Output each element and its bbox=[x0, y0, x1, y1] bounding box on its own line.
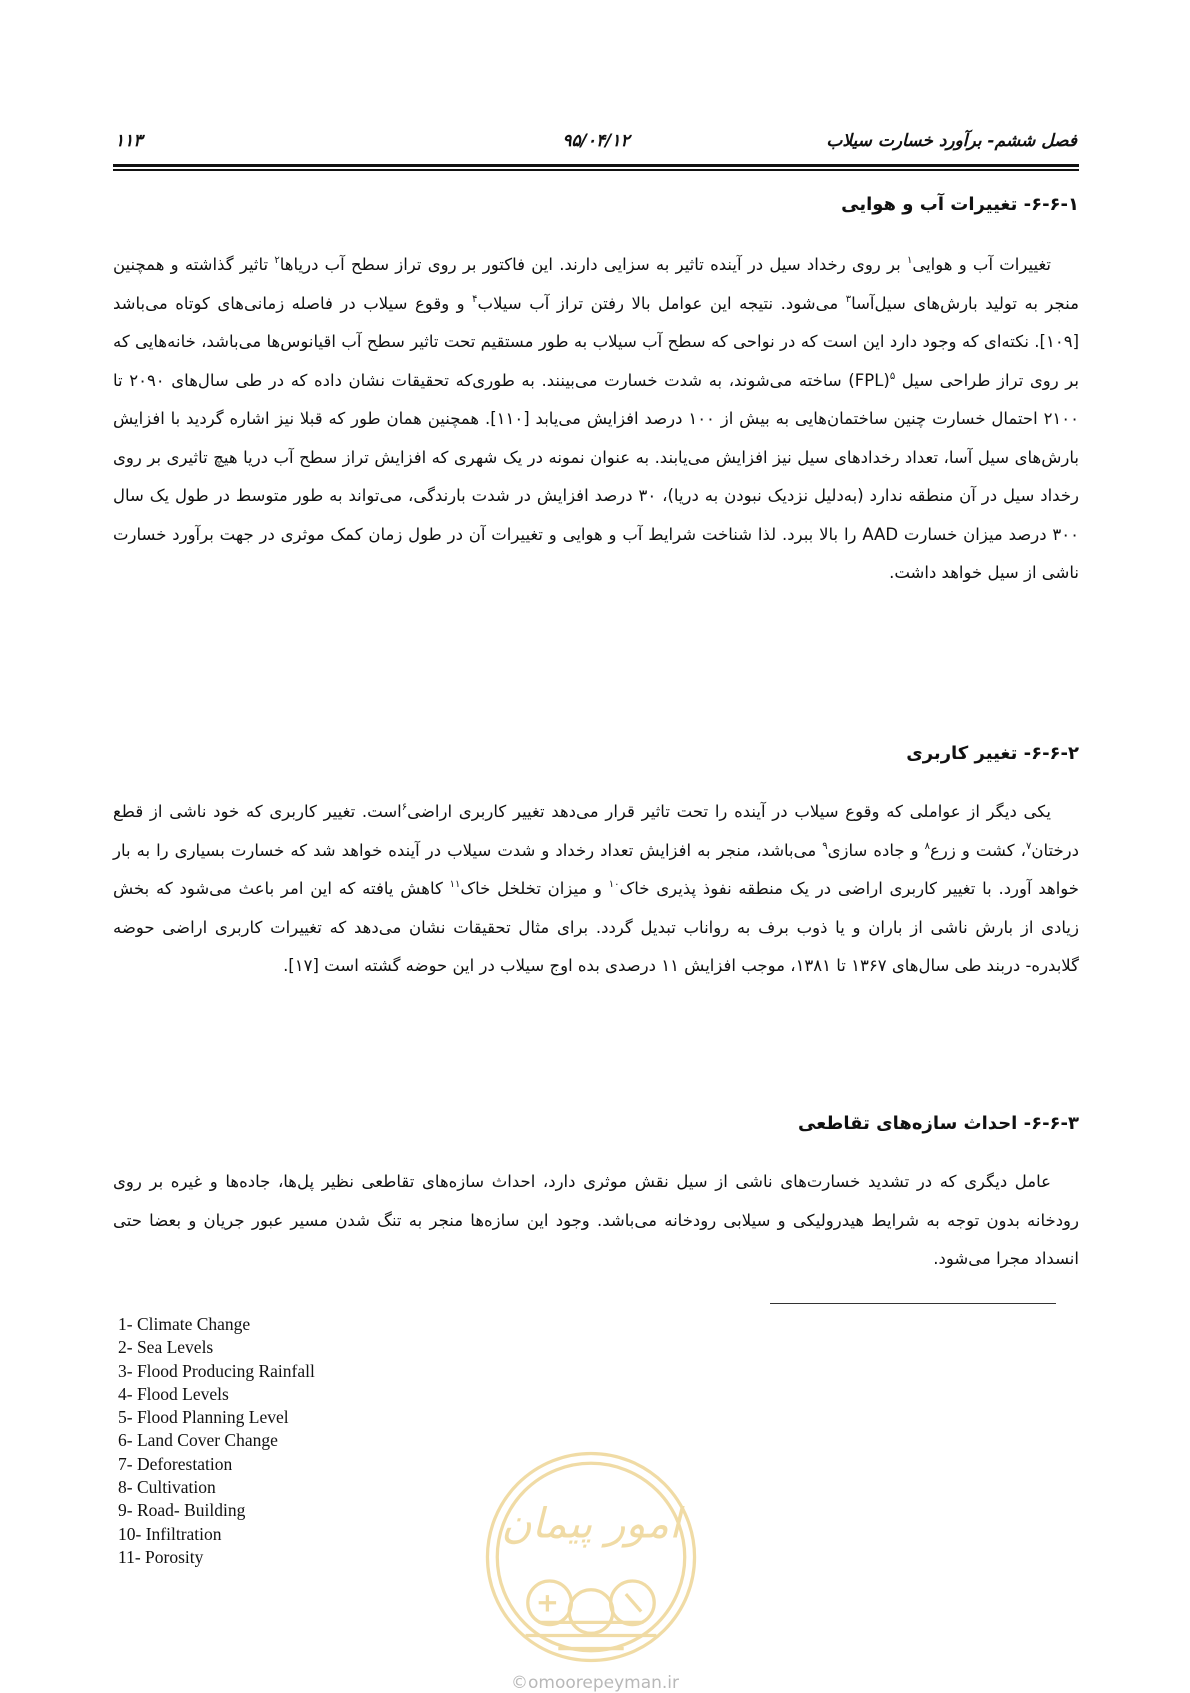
text-run: ، کشت و زرع bbox=[930, 840, 1026, 860]
footnote-item: 1- Climate Change bbox=[118, 1314, 251, 1334]
header-thin-rule bbox=[113, 169, 1079, 171]
footnote-ref: ۳ bbox=[845, 293, 852, 305]
footnote-ref: ۴ bbox=[472, 293, 478, 305]
footnote-item: 6- Land Cover Change bbox=[118, 1430, 278, 1451]
watermark-site-text: omoorepeyman.ir bbox=[527, 1673, 680, 1693]
chapter-title: فصل ششم- برآورد خسارت سیلاب bbox=[826, 131, 1077, 151]
footnote-ref: ۱۱ bbox=[449, 879, 461, 890]
text-run: کاهش یافته که این امر باعث می‌شود که بخش زیادی از بارش ناشی از باران و یا ذوب برف به رواناب تبدیل گردد. برای مثال تحقیقات نشان می‌دهد که تغییرات کاربری اراضی حوضه گلابدره- دربند طی سال‌های ۱۳۶۷ تا ۱۳۸۱، موجب افزایش ۱۱ درصدی بده اوج سیلاب در این حوضه گشته است [۱۷]. bbox=[113, 879, 1079, 975]
footnote-ref: ۱۰ bbox=[608, 879, 620, 890]
section-paragraph bbox=[113, 793, 1079, 986]
section-paragraph bbox=[113, 246, 1079, 593]
footnote-ref: ۹ bbox=[822, 840, 828, 852]
header-date: ۹۵/۰۴/۱۲ bbox=[562, 131, 630, 151]
footnote-item: 9- Road- Building bbox=[118, 1500, 246, 1521]
footnote-ref: ۲ bbox=[274, 255, 280, 266]
text-run: یکی دیگر از عواملی که وقوع سیلاب در آینده را تحت تاثیر قرار می‌دهد تغییر کاربری اراضی bbox=[407, 802, 1052, 821]
watermark-seal-text: امور پیمان bbox=[501, 1499, 681, 1548]
section-heading: ۶-۶-۲- تغییر کاربری bbox=[906, 743, 1079, 764]
footnote-item: 11- Porosity bbox=[118, 1546, 204, 1567]
page-number: ۱۱۳ bbox=[115, 131, 143, 151]
footnote-item: 2- Sea Levels bbox=[118, 1337, 214, 1358]
header-thick-rule bbox=[113, 164, 1079, 167]
text-run: تغییرات آب و هوایی bbox=[912, 255, 1051, 274]
watermark-seal-icon bbox=[482, 1448, 700, 1666]
footnote-item: 10- Infiltration bbox=[118, 1523, 222, 1544]
section-paragraph bbox=[113, 1163, 1079, 1279]
footnote-item: 8- Cultivation bbox=[118, 1477, 216, 1498]
text-run: می‌باشد، منجر به افزایش تعداد رخداد و شدت سیلاب در آینده خواهد شد که خسارت بسیاری را به بار خواهد آورد. با تغییر کاربری اراضی در یک منطقه نفوذ پذیری خاک bbox=[113, 840, 1079, 898]
section-heading: ۶-۶-۱- تغییرات آب و هوایی bbox=[841, 194, 1079, 215]
text-run: (FPL) ساخته می‌شوند، به شدت خسارت می‌بینند. به طوری‌که تحقیقات نشان داده که در طی سال‌های ۲۰۹۰ تا ۲۱۰۰ احتمال خسارت چنین ساختمان‌هایی به بیش از ۱۰۰ درصد افزایش می‌یابد [۱۱۰]. همچنین همان طور که قبلا نیز اشاره گردید با افزایش بارش‌های سیل آسا، تعداد رخدادهای سیل نیز افزایش می‌یابند. به عنوان نمونه در یک شهری که افزایش تراز سطح آب دریا هیچ تاثیری بر روی رخداد سیل در آن منطقه ندارد (به‌دلیل نزدیک نبودن به دریا)، ۳۰ درصد افزایش در شدت بارندگی، می‌تواند به طور متوسط در طول یک سال ۳۰۰ درصد میزان خسارت AAD را بالا ببرد. لذا شناخت شرایط آب و هوایی و تغییرات آن در طول زمان کمک موثری در جهت برآورد خسارت ناشی از سیل خواهد داشت. bbox=[113, 370, 1080, 582]
footnote-ref: ۸ bbox=[924, 840, 931, 852]
footnote-item: 3- Flood Producing Rainfall bbox=[118, 1360, 315, 1381]
footnote-item: 5- Flood Planning Level bbox=[118, 1407, 289, 1428]
footnote-separator bbox=[770, 1303, 1056, 1304]
footnote-item: 4- Flood Levels bbox=[118, 1383, 229, 1404]
copyright-icon: © bbox=[510, 1673, 528, 1693]
text-run: بر روی رخداد سیل در آینده تاثیر به سزایی دارند. این فاکتور بر روی تراز سطح آب دریاها bbox=[279, 255, 907, 274]
text-run: عامل دیگری که در تشدید خسارت‌های ناشی از سیل نقش موثری دارد، احداث سازه‌های تقاطعی نظیر پل‌ها، جاده‌ها و غیره بر روی رودخانه بدون توجه به شرایط هیدرولیکی و سیلابی رودخانه می‌باشد. وجود این سازه‌ها منجر به تنگ شدن مسیر عبور جریان و بعضا حتی انسداد مجرا می‌شود. bbox=[113, 1172, 1079, 1268]
page-header bbox=[115, 131, 1077, 159]
footnote-ref: ۶ bbox=[401, 802, 408, 813]
text-run: و میزان تخلخل خاک bbox=[460, 879, 609, 898]
text-run: و وقوع سیلاب در فاصله زمانی‌های کوتاه می‌باشد [۱۰۹]. نکته‌ای که وجود دارد این است که در نواحی که سطح آب سیلاب به طور مستقیم تحت تاثیر سطح آب اقیانوس‌ها می‌باشد، خانه‌هایی که بر روی تراز طراحی سیل bbox=[113, 293, 1080, 390]
text-run: و جاده سازی bbox=[827, 840, 925, 860]
section-heading: ۶-۶-۳- احداث سازه‌های تقاطعی bbox=[798, 1113, 1079, 1134]
footnote-ref: ۱ bbox=[906, 255, 913, 266]
footnote-item: 7- Deforestation bbox=[118, 1453, 233, 1474]
footnote-ref: ۷ bbox=[1025, 840, 1032, 852]
text-run: می‌شود. نتیجه این عوامل بالا رفتن تراز آب سیلاب bbox=[477, 293, 846, 313]
text-run: است. تغییر کاربری که خود ناشی از قطع درختان bbox=[113, 802, 1079, 860]
watermark-site bbox=[0, 1673, 1190, 1693]
text-run: تاثیر گذاشته و همچنین منجر به تولید بارش‌های سیل‌آسا bbox=[113, 255, 1079, 313]
footnote-ref: ۵ bbox=[889, 370, 896, 382]
